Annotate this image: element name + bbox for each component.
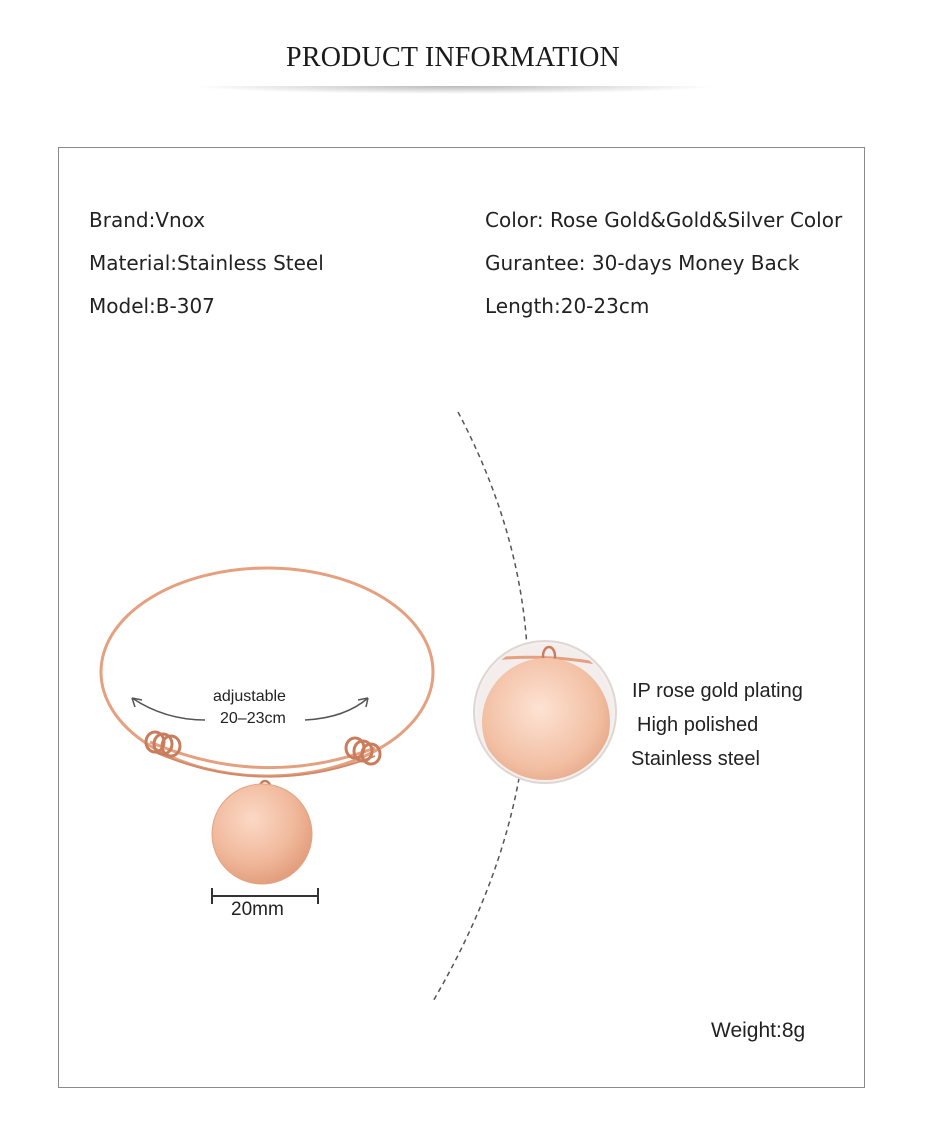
weight-label: Weight:8g — [711, 1019, 806, 1042]
pendant-disc — [212, 784, 312, 884]
adjustable-range: 20–23cm — [220, 710, 286, 727]
spec-brand: Brand:Vnox — [89, 208, 206, 232]
pendant-size-label: 20mm — [231, 899, 284, 920]
spec-color: Color: Rose Gold&Gold&Silver Color — [485, 208, 843, 232]
feature-plating: IP rose gold plating — [632, 680, 803, 702]
bangle — [101, 568, 433, 777]
spec-length: Length:20-23cm — [485, 294, 650, 318]
adjustable-label: adjustable — [213, 688, 286, 705]
spec-material: Material:Stainless Steel — [89, 251, 324, 275]
spec-model: Model:B-307 — [89, 294, 215, 318]
spec-guarantee: Gurantee: 30-days Money Back — [485, 251, 800, 275]
section-title: PRODUCT INFORMATION — [286, 42, 620, 73]
feature-polished: High polished — [637, 714, 759, 736]
feature-material: Stainless steel — [631, 748, 760, 770]
